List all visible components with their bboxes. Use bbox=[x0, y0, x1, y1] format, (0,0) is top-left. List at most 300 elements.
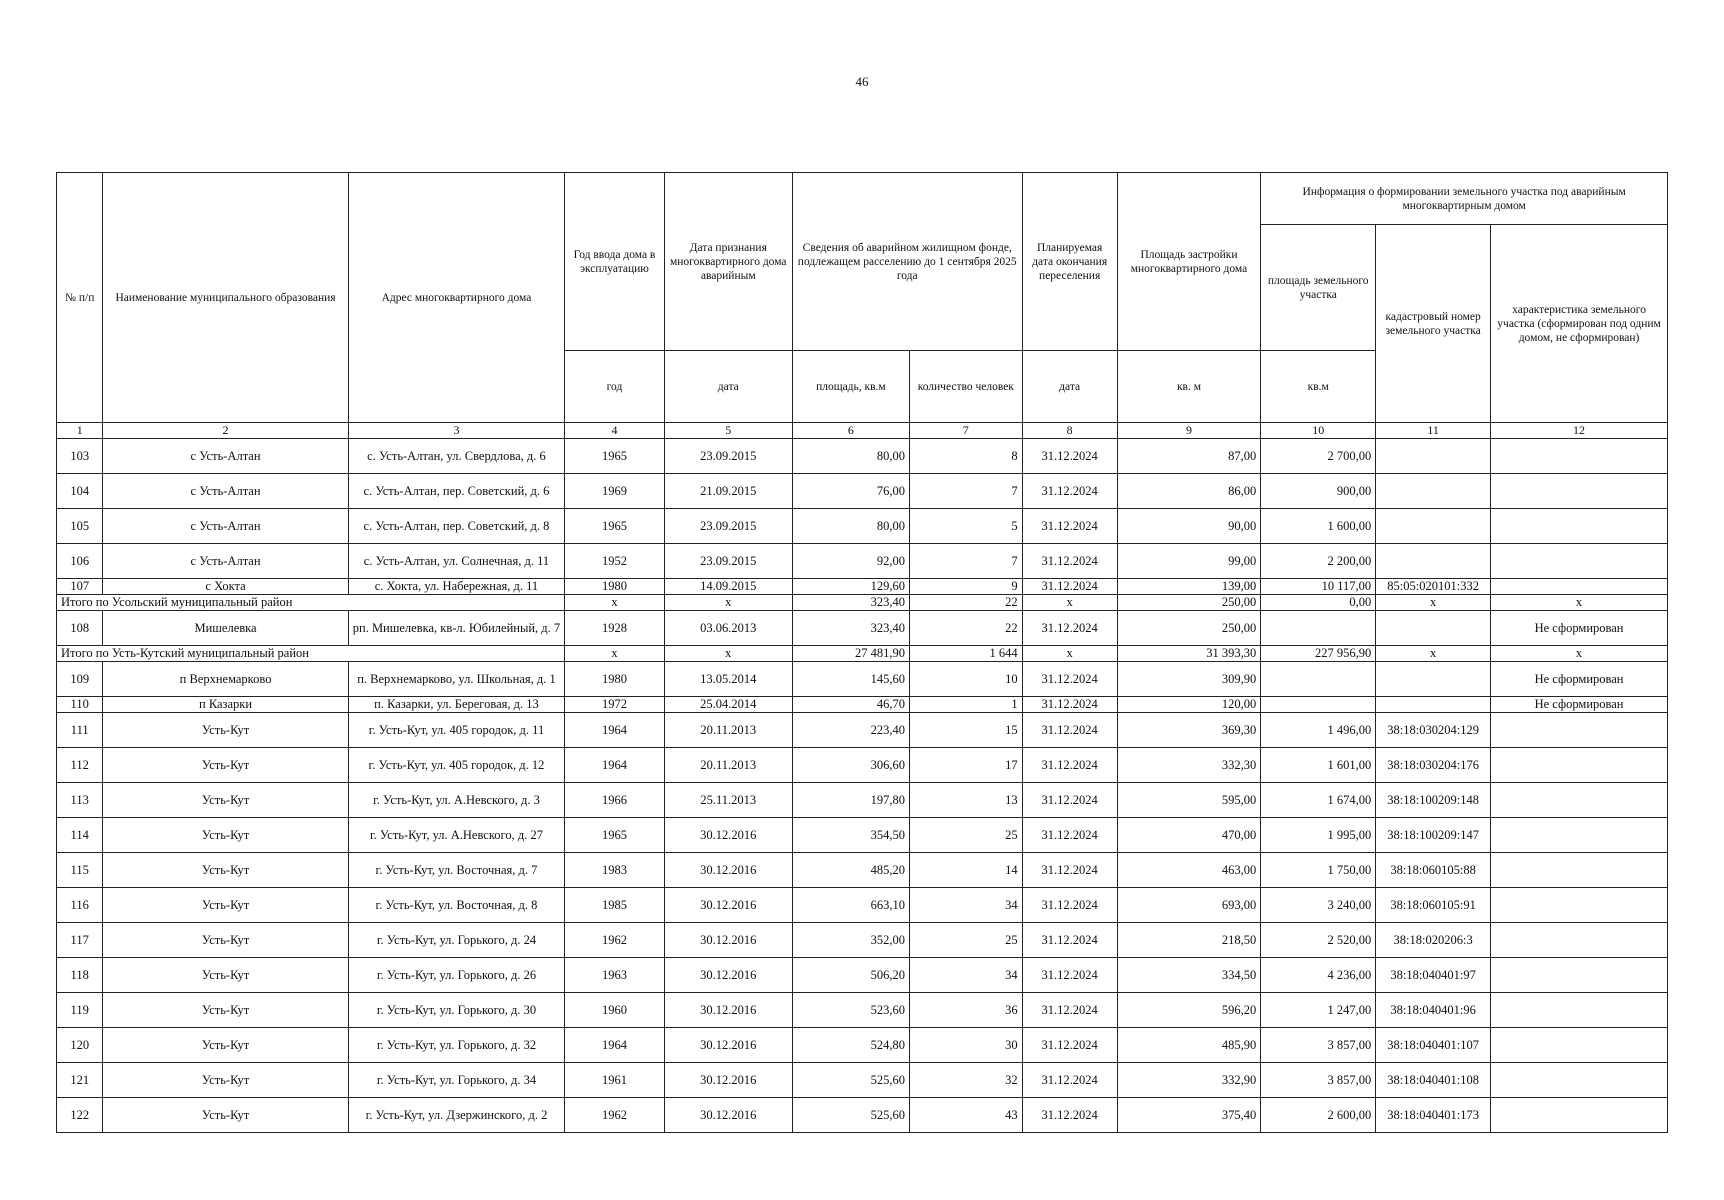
address-cell: рп. Мишелевка, кв-л. Юбилейный, д. 7 bbox=[348, 611, 565, 646]
date-cell: 13.05.2014 bbox=[664, 662, 792, 697]
land-area-cell: 10 117,00 bbox=[1261, 579, 1376, 595]
land-char-cell bbox=[1491, 1098, 1668, 1133]
land-area-cell: 1 995,00 bbox=[1261, 818, 1376, 853]
year-cell: 1964 bbox=[565, 713, 664, 748]
year-cell: 1966 bbox=[565, 783, 664, 818]
date-cell: 14.09.2015 bbox=[664, 579, 792, 595]
land-area-cell: 0,00 bbox=[1261, 595, 1376, 611]
subtotal-row bbox=[57, 646, 1668, 662]
page-number: 46 bbox=[855, 74, 869, 89]
municipality-cell: Мишелевка bbox=[103, 611, 348, 646]
municipality-cell: Усть-Кут bbox=[103, 748, 348, 783]
land-area-cell: 1 750,00 bbox=[1261, 853, 1376, 888]
land-area-cell: 1 600,00 bbox=[1261, 509, 1376, 544]
emergency-housing-table bbox=[56, 172, 1668, 1133]
planned-date-cell: x bbox=[1022, 646, 1117, 662]
municipality-cell: Усть-Кут bbox=[103, 853, 348, 888]
table-row bbox=[57, 474, 1668, 509]
municipality-cell: с Усть-Алтан bbox=[103, 439, 348, 474]
row-number: 113 bbox=[57, 783, 103, 818]
header-sub-kvm: кв. м bbox=[1117, 351, 1261, 423]
table-row bbox=[57, 923, 1668, 958]
address-cell: г. Усть-Кут, ул. 405 городок, д. 11 bbox=[348, 713, 565, 748]
column-number: 6 bbox=[792, 423, 909, 439]
date-cell: 30.12.2016 bbox=[664, 923, 792, 958]
year-cell: 1985 bbox=[565, 888, 664, 923]
land-char-cell bbox=[1491, 993, 1668, 1028]
area-cell: 145,60 bbox=[792, 662, 909, 697]
building-area-cell: 470,00 bbox=[1117, 818, 1261, 853]
building-area-cell: 334,50 bbox=[1117, 958, 1261, 993]
date-cell: 30.12.2016 bbox=[664, 1063, 792, 1098]
year-cell: 1980 bbox=[565, 662, 664, 697]
header-planned-date: Планируемая дата окончания переселения bbox=[1022, 173, 1117, 351]
date-cell: 03.06.2013 bbox=[664, 611, 792, 646]
cadastral-cell: 38:18:020206:3 bbox=[1376, 923, 1491, 958]
address-cell: г. Усть-Кут, ул. Горького, д. 26 bbox=[348, 958, 565, 993]
row-number: 122 bbox=[57, 1098, 103, 1133]
municipality-cell: п Верхнемарково bbox=[103, 662, 348, 697]
people-cell: 14 bbox=[909, 853, 1022, 888]
land-area-cell: 2 520,00 bbox=[1261, 923, 1376, 958]
table-row bbox=[57, 509, 1668, 544]
row-number: 120 bbox=[57, 1028, 103, 1063]
municipality-cell: с Усть-Алтан bbox=[103, 544, 348, 579]
row-number: 121 bbox=[57, 1063, 103, 1098]
table-row bbox=[57, 439, 1668, 474]
table-row bbox=[57, 888, 1668, 923]
row-number: 105 bbox=[57, 509, 103, 544]
header-date-recognized: Дата признания многоквартирного дома аварийным bbox=[664, 173, 792, 351]
row-number: 104 bbox=[57, 474, 103, 509]
row-number: 118 bbox=[57, 958, 103, 993]
row-number: 106 bbox=[57, 544, 103, 579]
date-cell: 21.09.2015 bbox=[664, 474, 792, 509]
people-cell: 32 bbox=[909, 1063, 1022, 1098]
row-number: 119 bbox=[57, 993, 103, 1028]
cadastral-cell: 38:18:060105:88 bbox=[1376, 853, 1491, 888]
address-cell: г. Усть-Кут, ул. Горького, д. 34 bbox=[348, 1063, 565, 1098]
land-area-cell: 1 496,00 bbox=[1261, 713, 1376, 748]
year-cell: 1969 bbox=[565, 474, 664, 509]
building-area-cell: 596,20 bbox=[1117, 993, 1261, 1028]
planned-date-cell: 31.12.2024 bbox=[1022, 818, 1117, 853]
building-area-cell: 120,00 bbox=[1117, 697, 1261, 713]
planned-date-cell: 31.12.2024 bbox=[1022, 474, 1117, 509]
land-area-cell: 2 700,00 bbox=[1261, 439, 1376, 474]
cadastral-cell: 38:18:040401:108 bbox=[1376, 1063, 1491, 1098]
building-area-cell: 485,90 bbox=[1117, 1028, 1261, 1063]
cadastral-cell: 38:18:060105:91 bbox=[1376, 888, 1491, 923]
building-area-cell: 250,00 bbox=[1117, 611, 1261, 646]
address-cell: г. Усть-Кут, ул. Горького, д. 24 bbox=[348, 923, 565, 958]
column-number: 5 bbox=[664, 423, 792, 439]
cadastral-cell bbox=[1376, 662, 1491, 697]
table-row bbox=[57, 958, 1668, 993]
area-cell: 506,20 bbox=[792, 958, 909, 993]
row-number: 110 bbox=[57, 697, 103, 713]
land-area-cell: 1 601,00 bbox=[1261, 748, 1376, 783]
land-char-cell: Не сформирован bbox=[1491, 697, 1668, 713]
address-cell: г. Усть-Кут, ул. Восточная, д. 8 bbox=[348, 888, 565, 923]
municipality-cell: с Усть-Алтан bbox=[103, 474, 348, 509]
cadastral-cell: 38:18:030204:129 bbox=[1376, 713, 1491, 748]
land-char-cell bbox=[1491, 439, 1668, 474]
land-char-cell: x bbox=[1491, 646, 1668, 662]
cadastral-cell: 38:18:100209:147 bbox=[1376, 818, 1491, 853]
date-cell: 30.12.2016 bbox=[664, 853, 792, 888]
land-char-cell: Не сформирован bbox=[1491, 611, 1668, 646]
area-cell: 129,60 bbox=[792, 579, 909, 595]
cadastral-cell: x bbox=[1376, 646, 1491, 662]
area-cell: 27 481,90 bbox=[792, 646, 909, 662]
area-cell: 663,10 bbox=[792, 888, 909, 923]
municipality-cell: Усть-Кут bbox=[103, 888, 348, 923]
cadastral-cell bbox=[1376, 509, 1491, 544]
header-sub-date: дата bbox=[664, 351, 792, 423]
land-area-cell: 2 600,00 bbox=[1261, 1098, 1376, 1133]
municipality-cell: п Казарки bbox=[103, 697, 348, 713]
municipality-cell: Усть-Кут bbox=[103, 1063, 348, 1098]
land-area-cell: 3 857,00 bbox=[1261, 1063, 1376, 1098]
land-area-cell: 1 674,00 bbox=[1261, 783, 1376, 818]
people-cell: 8 bbox=[909, 439, 1022, 474]
address-cell: г. Усть-Кут, ул. Восточная, д. 7 bbox=[348, 853, 565, 888]
area-cell: 80,00 bbox=[792, 439, 909, 474]
date-cell: 25.04.2014 bbox=[664, 697, 792, 713]
column-number: 3 bbox=[348, 423, 565, 439]
land-char-cell bbox=[1491, 853, 1668, 888]
year-cell: 1952 bbox=[565, 544, 664, 579]
year-cell: 1965 bbox=[565, 509, 664, 544]
column-number: 9 bbox=[1117, 423, 1261, 439]
cadastral-cell bbox=[1376, 611, 1491, 646]
column-number: 7 bbox=[909, 423, 1022, 439]
building-area-cell: 375,40 bbox=[1117, 1098, 1261, 1133]
year-cell: x bbox=[565, 646, 664, 662]
area-cell: 323,40 bbox=[792, 595, 909, 611]
row-number: 112 bbox=[57, 748, 103, 783]
cadastral-cell: 38:18:030204:176 bbox=[1376, 748, 1491, 783]
people-cell: 30 bbox=[909, 1028, 1022, 1063]
year-cell: 1980 bbox=[565, 579, 664, 595]
planned-date-cell: 31.12.2024 bbox=[1022, 713, 1117, 748]
date-cell: 30.12.2016 bbox=[664, 958, 792, 993]
planned-date-cell: 31.12.2024 bbox=[1022, 662, 1117, 697]
year-cell: 1964 bbox=[565, 1028, 664, 1063]
people-cell: 34 bbox=[909, 888, 1022, 923]
area-cell: 525,60 bbox=[792, 1063, 909, 1098]
header-building-area: Площадь застройки многоквартирного дома bbox=[1117, 173, 1261, 351]
table-row bbox=[57, 818, 1668, 853]
header-municipality: Наименование муниципального образования bbox=[103, 173, 348, 423]
date-cell: 30.12.2016 bbox=[664, 1098, 792, 1133]
row-number: 103 bbox=[57, 439, 103, 474]
planned-date-cell: x bbox=[1022, 595, 1117, 611]
year-cell: 1961 bbox=[565, 1063, 664, 1098]
building-area-cell: 250,00 bbox=[1117, 595, 1261, 611]
row-number: 108 bbox=[57, 611, 103, 646]
planned-date-cell: 31.12.2024 bbox=[1022, 1098, 1117, 1133]
people-cell: 7 bbox=[909, 474, 1022, 509]
cadastral-cell: 38:18:040401:96 bbox=[1376, 993, 1491, 1028]
header-land-info: Информация о формировании земельного участка под аварийным многоквартирным домом bbox=[1261, 173, 1668, 225]
year-cell: 1962 bbox=[565, 923, 664, 958]
column-number: 4 bbox=[565, 423, 664, 439]
column-numbers-row bbox=[57, 423, 1668, 439]
row-number: 111 bbox=[57, 713, 103, 748]
address-cell: г. Усть-Кут, ул. Дзержинского, д. 2 bbox=[348, 1098, 565, 1133]
municipality-cell: с Хокта bbox=[103, 579, 348, 595]
building-area-cell: 332,90 bbox=[1117, 1063, 1261, 1098]
land-char-cell bbox=[1491, 544, 1668, 579]
year-cell: 1965 bbox=[565, 818, 664, 853]
people-cell: 5 bbox=[909, 509, 1022, 544]
building-area-cell: 87,00 bbox=[1117, 439, 1261, 474]
land-char-cell bbox=[1491, 923, 1668, 958]
land-char-cell bbox=[1491, 818, 1668, 853]
address-cell: г. Усть-Кут, ул. 405 городок, д. 12 bbox=[348, 748, 565, 783]
land-area-cell: 4 236,00 bbox=[1261, 958, 1376, 993]
date-cell: 23.09.2015 bbox=[664, 439, 792, 474]
planned-date-cell: 31.12.2024 bbox=[1022, 1028, 1117, 1063]
header-year-intro: Год ввода дома в эксплуатацию bbox=[565, 173, 664, 351]
land-char-cell: Не сформирован bbox=[1491, 662, 1668, 697]
land-area-cell: 227 956,90 bbox=[1261, 646, 1376, 662]
row-number: 117 bbox=[57, 923, 103, 958]
land-char-cell bbox=[1491, 783, 1668, 818]
header-cadastral: кадастровый номер земельного участка bbox=[1376, 225, 1491, 423]
land-char-cell bbox=[1491, 1028, 1668, 1063]
date-cell: 20.11.2013 bbox=[664, 713, 792, 748]
cadastral-cell: 38:18:040401:107 bbox=[1376, 1028, 1491, 1063]
table-row bbox=[57, 697, 1668, 713]
table-row bbox=[57, 993, 1668, 1028]
planned-date-cell: 31.12.2024 bbox=[1022, 579, 1117, 595]
building-area-cell: 595,00 bbox=[1117, 783, 1261, 818]
municipality-cell: с Усть-Алтан bbox=[103, 509, 348, 544]
address-cell: с. Хокта, ул. Набережная, д. 11 bbox=[348, 579, 565, 595]
date-cell: 23.09.2015 bbox=[664, 509, 792, 544]
land-char-cell bbox=[1491, 579, 1668, 595]
planned-date-cell: 31.12.2024 bbox=[1022, 1063, 1117, 1098]
land-char-cell bbox=[1491, 888, 1668, 923]
land-area-cell: 3 240,00 bbox=[1261, 888, 1376, 923]
address-cell: г. Усть-Кут, ул. Горького, д. 32 bbox=[348, 1028, 565, 1063]
address-cell: с. Усть-Алтан, пер. Советский, д. 6 bbox=[348, 474, 565, 509]
date-cell: 30.12.2016 bbox=[664, 818, 792, 853]
municipality-cell: Усть-Кут bbox=[103, 1028, 348, 1063]
people-cell: 15 bbox=[909, 713, 1022, 748]
land-area-cell: 1 247,00 bbox=[1261, 993, 1376, 1028]
building-area-cell: 99,00 bbox=[1117, 544, 1261, 579]
row-number: 116 bbox=[57, 888, 103, 923]
year-cell: 1962 bbox=[565, 1098, 664, 1133]
building-area-cell: 369,30 bbox=[1117, 713, 1261, 748]
date-cell: 30.12.2016 bbox=[664, 888, 792, 923]
area-cell: 354,50 bbox=[792, 818, 909, 853]
subtotal-row bbox=[57, 595, 1668, 611]
land-char-cell bbox=[1491, 958, 1668, 993]
address-cell: с. Усть-Алтан, пер. Советский, д. 8 bbox=[348, 509, 565, 544]
date-cell: 20.11.2013 bbox=[664, 748, 792, 783]
area-cell: 525,60 bbox=[792, 1098, 909, 1133]
area-cell: 223,40 bbox=[792, 713, 909, 748]
table-row bbox=[57, 611, 1668, 646]
table-row bbox=[57, 1063, 1668, 1098]
cadastral-cell bbox=[1376, 544, 1491, 579]
building-area-cell: 31 393,30 bbox=[1117, 646, 1261, 662]
planned-date-cell: 31.12.2024 bbox=[1022, 783, 1117, 818]
building-area-cell: 218,50 bbox=[1117, 923, 1261, 958]
people-cell: 22 bbox=[909, 611, 1022, 646]
land-area-cell bbox=[1261, 611, 1376, 646]
planned-date-cell: 31.12.2024 bbox=[1022, 748, 1117, 783]
year-cell: 1963 bbox=[565, 958, 664, 993]
area-cell: 76,00 bbox=[792, 474, 909, 509]
building-area-cell: 86,00 bbox=[1117, 474, 1261, 509]
header-sub-date2: дата bbox=[1022, 351, 1117, 423]
row-number: 109 bbox=[57, 662, 103, 697]
land-area-cell: 2 200,00 bbox=[1261, 544, 1376, 579]
row-number: 107 bbox=[57, 579, 103, 595]
people-cell: 1 644 bbox=[909, 646, 1022, 662]
area-cell: 306,60 bbox=[792, 748, 909, 783]
date-cell: 25.11.2013 bbox=[664, 783, 792, 818]
row-number: 114 bbox=[57, 818, 103, 853]
header-address: Адрес многоквартирного дома bbox=[348, 173, 565, 423]
planned-date-cell: 31.12.2024 bbox=[1022, 439, 1117, 474]
cadastral-cell bbox=[1376, 697, 1491, 713]
address-cell: с. Усть-Алтан, ул. Свердлова, д. 6 bbox=[348, 439, 565, 474]
table-header bbox=[57, 173, 1668, 423]
cadastral-cell bbox=[1376, 474, 1491, 509]
building-area-cell: 693,00 bbox=[1117, 888, 1261, 923]
address-cell: г. Усть-Кут, ул. Горького, д. 30 bbox=[348, 993, 565, 1028]
land-area-cell: 900,00 bbox=[1261, 474, 1376, 509]
land-area-cell bbox=[1261, 697, 1376, 713]
subtotal-label: Итого по Усольский муниципальный район bbox=[57, 595, 565, 611]
municipality-cell: Усть-Кут bbox=[103, 993, 348, 1028]
header-land-char: характеристика земельного участка (сформирован под одним домом, не сформирован) bbox=[1491, 225, 1668, 423]
land-char-cell bbox=[1491, 1063, 1668, 1098]
building-area-cell: 332,30 bbox=[1117, 748, 1261, 783]
people-cell: 36 bbox=[909, 993, 1022, 1028]
header-emergency-fund: Сведения об аварийном жилищном фонде, подлежащем расселению до 1 сентября 2025 года bbox=[792, 173, 1022, 351]
land-area-cell bbox=[1261, 662, 1376, 697]
year-cell: 1965 bbox=[565, 439, 664, 474]
people-cell: 25 bbox=[909, 923, 1022, 958]
year-cell: 1928 bbox=[565, 611, 664, 646]
address-cell: г. Усть-Кут, ул. А.Невского, д. 3 bbox=[348, 783, 565, 818]
planned-date-cell: 31.12.2024 bbox=[1022, 958, 1117, 993]
header-land-area: площадь земельного участка bbox=[1261, 225, 1376, 351]
column-number: 2 bbox=[103, 423, 348, 439]
municipality-cell: Усть-Кут bbox=[103, 923, 348, 958]
year-cell: 1972 bbox=[565, 697, 664, 713]
cadastral-cell: 38:18:040401:97 bbox=[1376, 958, 1491, 993]
building-area-cell: 139,00 bbox=[1117, 579, 1261, 595]
land-char-cell: x bbox=[1491, 595, 1668, 611]
header-num: № п/п bbox=[57, 173, 103, 423]
column-number: 10 bbox=[1261, 423, 1376, 439]
people-cell: 9 bbox=[909, 579, 1022, 595]
planned-date-cell: 31.12.2024 bbox=[1022, 509, 1117, 544]
date-cell: 30.12.2016 bbox=[664, 993, 792, 1028]
municipality-cell: Усть-Кут bbox=[103, 958, 348, 993]
planned-date-cell: 31.12.2024 bbox=[1022, 697, 1117, 713]
area-cell: 197,80 bbox=[792, 783, 909, 818]
land-area-cell: 3 857,00 bbox=[1261, 1028, 1376, 1063]
building-area-cell: 309,90 bbox=[1117, 662, 1261, 697]
table-row bbox=[57, 713, 1668, 748]
year-cell: 1983 bbox=[565, 853, 664, 888]
area-cell: 524,80 bbox=[792, 1028, 909, 1063]
people-cell: 17 bbox=[909, 748, 1022, 783]
subtotal-label: Итого по Усть-Кутский муниципальный район bbox=[57, 646, 565, 662]
cadastral-cell: 38:18:040401:173 bbox=[1376, 1098, 1491, 1133]
planned-date-cell: 31.12.2024 bbox=[1022, 853, 1117, 888]
table-row bbox=[57, 1098, 1668, 1133]
people-cell: 25 bbox=[909, 818, 1022, 853]
column-number: 11 bbox=[1376, 423, 1491, 439]
people-cell: 13 bbox=[909, 783, 1022, 818]
municipality-cell: Усть-Кут bbox=[103, 1098, 348, 1133]
municipality-cell: Усть-Кут bbox=[103, 783, 348, 818]
land-char-cell bbox=[1491, 748, 1668, 783]
area-cell: 485,20 bbox=[792, 853, 909, 888]
building-area-cell: 90,00 bbox=[1117, 509, 1261, 544]
cadastral-cell bbox=[1376, 439, 1491, 474]
cadastral-cell: 38:18:100209:148 bbox=[1376, 783, 1491, 818]
table-row bbox=[57, 1028, 1668, 1063]
table-row bbox=[57, 853, 1668, 888]
planned-date-cell: 31.12.2024 bbox=[1022, 923, 1117, 958]
planned-date-cell: 31.12.2024 bbox=[1022, 888, 1117, 923]
header-sub-year: год bbox=[565, 351, 664, 423]
people-cell: 34 bbox=[909, 958, 1022, 993]
planned-date-cell: 31.12.2024 bbox=[1022, 611, 1117, 646]
date-cell: 30.12.2016 bbox=[664, 1028, 792, 1063]
area-cell: 323,40 bbox=[792, 611, 909, 646]
cadastral-cell: 85:05:020101:332 bbox=[1376, 579, 1491, 595]
table-body bbox=[57, 423, 1668, 1133]
land-char-cell bbox=[1491, 509, 1668, 544]
year-cell: 1960 bbox=[565, 993, 664, 1028]
header-sub-people: количество человек bbox=[909, 351, 1022, 423]
address-cell: п. Верхнемарково, ул. Школьная, д. 1 bbox=[348, 662, 565, 697]
people-cell: 43 bbox=[909, 1098, 1022, 1133]
column-number: 12 bbox=[1491, 423, 1668, 439]
address-cell: г. Усть-Кут, ул. А.Невского, д. 27 bbox=[348, 818, 565, 853]
table-row bbox=[57, 783, 1668, 818]
table-row bbox=[57, 544, 1668, 579]
land-char-cell bbox=[1491, 713, 1668, 748]
planned-date-cell: 31.12.2024 bbox=[1022, 544, 1117, 579]
people-cell: 7 bbox=[909, 544, 1022, 579]
people-cell: 1 bbox=[909, 697, 1022, 713]
year-cell: x bbox=[565, 595, 664, 611]
header-sub-area: площадь, кв.м bbox=[792, 351, 909, 423]
people-cell: 10 bbox=[909, 662, 1022, 697]
row-number: 115 bbox=[57, 853, 103, 888]
area-cell: 352,00 bbox=[792, 923, 909, 958]
planned-date-cell: 31.12.2024 bbox=[1022, 993, 1117, 1028]
building-area-cell: 463,00 bbox=[1117, 853, 1261, 888]
date-cell: x bbox=[664, 595, 792, 611]
date-cell: 23.09.2015 bbox=[664, 544, 792, 579]
cadastral-cell: x bbox=[1376, 595, 1491, 611]
